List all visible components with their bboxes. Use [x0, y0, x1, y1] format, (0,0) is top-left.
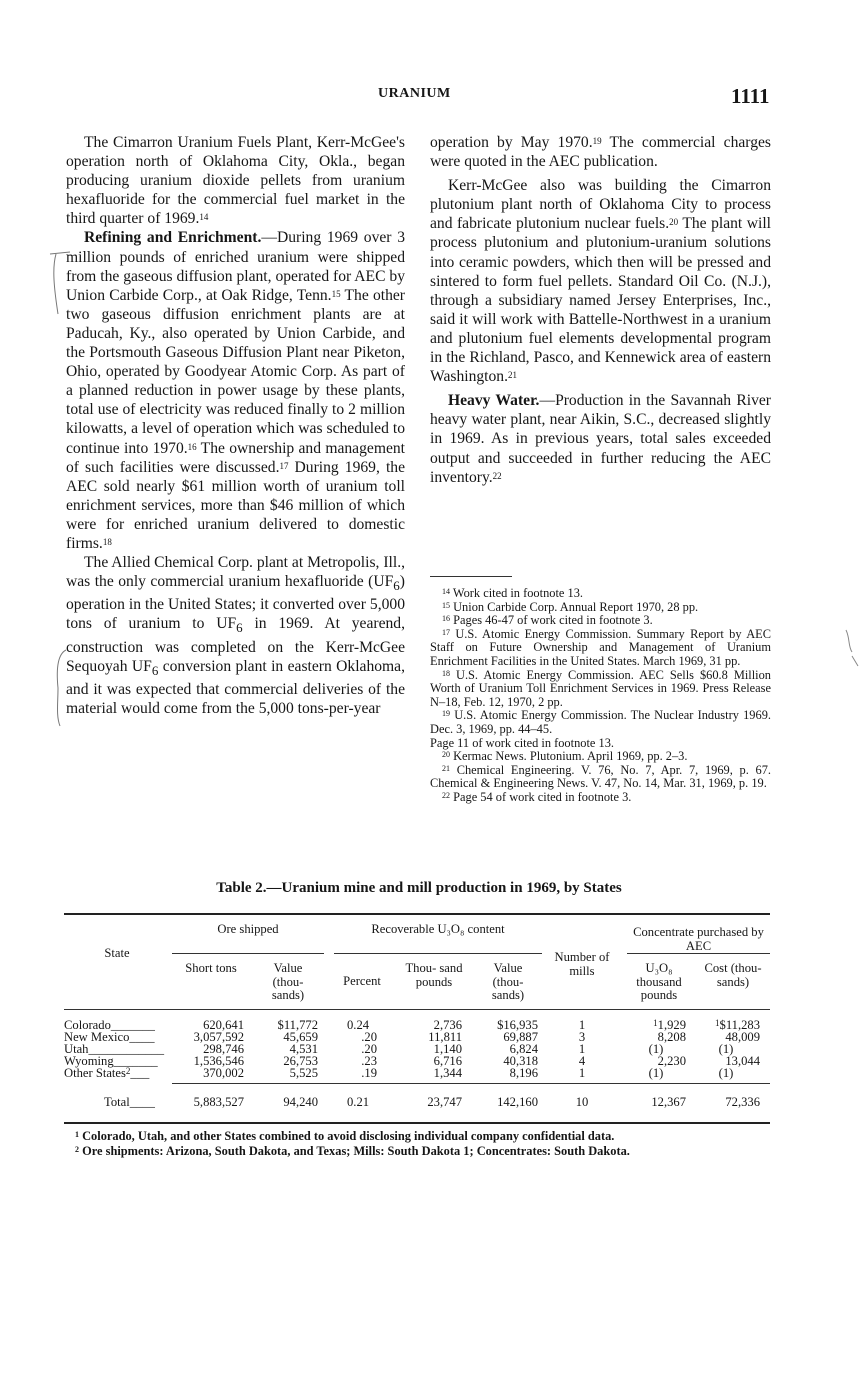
cell-u3o8-value: 8,196 — [509, 1066, 538, 1080]
cell-conc-cost: (1) — [718, 1042, 734, 1056]
paragraph-allied: The Allied Chemical Corp. plant at Metropolis, Ill., was the only commercial uranium hexafluoride $(UF_6)$ operation in the United States; it converted over 5,000 tons of uranium to $UF_6$ in 1969. At yearend, construction was completed on the Kerr-McGee Sequoyah $UF_6$ conversion plant in eastern Oklahoma, and it was expected that commercial deliveries of the material would come from the 5,000 tons-per-year — [66, 554, 405, 718]
cell-conc-cost: (1) — [718, 1066, 734, 1080]
cell-ore-value: 45,659 — [283, 1030, 318, 1044]
cell-u3o8-value: 6,824 — [509, 1042, 538, 1056]
table-note-2: $^2$ Ore shipments: Arizona, South Dakota, and Texas; Mills: South Dakota 1; Concentrates: South Dakota. — [75, 1143, 630, 1158]
production-table — [64, 913, 770, 1125]
cell-conc-cost: $^1$\$11,283 — [715, 1018, 760, 1032]
cell-conc-cost: 13,044 — [725, 1054, 760, 1068]
cell-thousand-pounds: 2,736 — [433, 1018, 462, 1032]
col-header-ore-value: Value (thou- sands) — [271, 961, 305, 1002]
cell-u3o8-value: 142,160 — [497, 1095, 538, 1109]
cell-conc-u3o8: 8,208 — [657, 1030, 686, 1044]
footnote-rule — [430, 576, 512, 577]
col-header-u3o8-value: Value (thou- sands) — [491, 961, 525, 1002]
cell-u3o8-value: 69,887 — [503, 1030, 538, 1044]
paragraph-kerr-mcgee: Kerr-McGee also was building the Cimarron plutonium plant north of Oklahoma City to process and fabricate plutonium nuclear fuels.$^{20}$ The plant will process plutonium and plutonium-uranium solutions into ceramic powders, which then will be pressed and sintered to form fuel pellets. Standard Oil Co. (N.J.), through a subsidiary named Jersey Enterprises, Inc., said it will work with Battelle-Northwest in a uranium and plutonium fuel elements developmental program in the Richland, Pasco, and Kennewick area of eastern Washington.$^{21}$ — [430, 177, 771, 386]
section-heading-refining: Refining and Enrichment. — [84, 229, 262, 247]
footnote-17: $^{17}$ U.S. Atomic Energy Commission. Summary Report by AEC Staff on Future Ownership and Management of Uranium Enrichment Facilities in the United States. March 1969, 31 pp. — [430, 626, 771, 668]
cell-conc-u3o8: 12,367 — [651, 1095, 686, 1109]
bracket-mark-icon — [50, 648, 68, 728]
cell-conc-cost: 48,009 — [725, 1030, 760, 1044]
pencil-mark-icon — [48, 248, 74, 318]
table-note-1: $^1$ Colorado, Utah, and other States combined to avoid disclosing individual company confidential data. — [75, 1129, 615, 1143]
cell-thousand-pounds: 1,140 — [433, 1042, 462, 1056]
col-header-mills: Number of mills — [554, 950, 610, 978]
table-row — [64, 1068, 770, 1080]
cell-mills: 4 — [578, 1054, 586, 1068]
table-row — [64, 1032, 770, 1044]
cell-state: New Mexico____ — [64, 1030, 155, 1044]
footnote-18: $^{18}$ U.S. Atomic Energy Commission. AEC Sells $60.8 Million Worth of Uranium Toll Enrichment Services in 1969. Press Release N–18, Feb. 12, 1970, 2 pp. — [430, 667, 771, 709]
paragraph-operation: operation by May 1970.19 The commercial charges were quoted in the AEC publication. — [430, 134, 771, 171]
total-rule — [172, 1083, 770, 1084]
cell-percent: .20 — [361, 1042, 377, 1056]
footnote-19: $^{19}$ U.S. Atomic Energy Commission. The Nuclear Industry 1969. Dec. 3, 1969, pp. 44–45. — [430, 708, 771, 736]
running-head: URANIUM — [378, 86, 451, 101]
concentrate-group-rule — [627, 953, 770, 954]
cell-ore-value: 4,531 — [289, 1042, 318, 1056]
table-notes — [75, 1129, 775, 1158]
cell-conc-u3o8: 2,230 — [657, 1054, 686, 1068]
footnote-14: $^{14}$ Work cited in footnote 13. — [442, 586, 583, 600]
cell-short-tons: 370,002 — [203, 1066, 244, 1080]
cell-percent: .19 — [361, 1066, 377, 1080]
cell-ore-value: 5,525 — [289, 1066, 318, 1080]
paragraph-heavy-water: Heavy Water.—Production in the Savannah River heavy water plant, near Aikin, S.C., decreased slightly in 1969. As in previous years, total sales exceeded output and succeeded in further reducing the AEC inventory.$^{22}$ — [430, 392, 772, 486]
paragraph-refining: Refining and Enrichment.—During 1969 over 3 million pounds of enriched uranium were shipped from the gaseous diffusion plant, operated for AEC by Union Carbide Corp., at Oak Ridge, Tenn.$^{15}$ The other two gaseous diffusion enrichment plants are at Paducah, Ky., also operated by Union Carbide, and the Portsmouth Gaseous Diffusion Plant near Piketon, Ohio, operated by Goodyear Atomic Corp. As part of a planned reduction in power usage by these plants, total use of electricity was reduced finally to 2 million kilowatts, a level of operation which was scheduled to continue into 1970.16 The ownership and management of such facilities were discussed.$^{17}$ During 1969, the AEC sold nearly $61 million worth of uranium toll enrichment services, more than $46 million of which were for enriched uranium delivered to domestic firms.$^{18}$ — [66, 229, 405, 552]
section-heading-heavy-water: Heavy Water. — [448, 392, 540, 410]
cell-short-tons: 5,883,527 — [193, 1095, 244, 1109]
cell-ore-value: 26,753 — [283, 1054, 318, 1068]
cell-u3o8-value: 40,318 — [503, 1054, 538, 1068]
cell-percent: .20 — [361, 1030, 377, 1044]
table-bottom-rule — [64, 1122, 770, 1124]
cell-percent: 0.24 — [347, 1018, 370, 1032]
footnote-15: $^{15}$ Union Carbide Corp. Annual Report 1970, 28 pp. — [442, 599, 699, 614]
col-header-conc-cost: Cost (thou- sands) — [704, 961, 762, 989]
cell-state: Other States$^2$___ — [64, 1066, 150, 1080]
cell-conc-u3o8: $^1$1,929 — [653, 1018, 686, 1032]
cell-ore-value: 94,240 — [283, 1095, 318, 1109]
footnote-20: $^{20}$ Kermac News. Plutonium. April 1969, pp. 2–3. — [442, 749, 688, 764]
table-title: Table 2.—Uranium mine and mill production in 1969, by States — [216, 880, 622, 896]
cell-short-tons: 1,536,546 — [193, 1054, 244, 1068]
table-total-row — [64, 1097, 770, 1109]
cell-state: Wyoming_______ — [64, 1054, 158, 1068]
cell-mills: 10 — [575, 1095, 589, 1109]
cell-mills: 1 — [578, 1066, 586, 1080]
cell-state: Utah____________ — [64, 1042, 165, 1056]
col-header-state: State — [104, 946, 130, 960]
cell-short-tons: 3,057,592 — [193, 1030, 244, 1044]
cell-short-tons: 298,746 — [203, 1042, 244, 1056]
col-header-recoverable: Recoverable U₃O₈ content — [371, 922, 505, 936]
cell-thousand-pounds: 6,716 — [433, 1054, 462, 1068]
header-bottom-rule — [64, 1009, 770, 1010]
footnote-16: $^{16}$ Pages 46-47 of work cited in footnote 3. — [442, 613, 653, 628]
footnote-21: $^{21}$ Chemical Engineering. V. 76, No. 7, Apr. 7, 1969, p. 67. Chemical & Engineering News. V. 47, No. 14, Mar. 31, 1969, p. 19. — [430, 762, 771, 791]
cell-mills: 1 — [578, 1018, 586, 1032]
footnote-19-continued: Page 11 of work cited in footnote 13. — [430, 735, 614, 750]
cell-state: Colorado_______ — [64, 1018, 155, 1032]
cell-ore-value: $11,772 — [277, 1018, 318, 1032]
col-header-concentrate: Concentrate purchased by AEC — [633, 925, 764, 953]
footnotes — [430, 587, 771, 805]
cell-thousand-pounds: 23,747 — [427, 1095, 462, 1109]
ore-group-rule — [172, 953, 324, 954]
table-top-rule — [64, 913, 770, 915]
cell-percent: 0.21 — [347, 1095, 370, 1109]
cell-conc-u3o8: (1) — [648, 1042, 664, 1056]
cell-mills: 3 — [578, 1030, 586, 1044]
col-header-percent: Percent — [343, 974, 381, 988]
col-header-thousand-pounds: Thou- sand pounds — [405, 961, 463, 989]
right-column — [430, 133, 771, 487]
margin-mark-icon — [844, 628, 862, 668]
cell-thousand-pounds: 1,344 — [433, 1066, 462, 1080]
page-number: 1111 — [731, 84, 770, 108]
col-header-short-tons: Short tons — [185, 961, 237, 975]
footnote-22: $^{22}$ Page 54 of work cited in footnote 3. — [442, 789, 632, 804]
left-column — [66, 133, 405, 718]
cell-short-tons: 620,641 — [203, 1018, 244, 1032]
cell-u3o8-value: $16,935 — [497, 1018, 538, 1032]
paragraph-cimarron: The Cimarron Uranium Fuels Plant, Kerr-McGee's operation north of Oklahoma City, Okla., began producing uranium dioxide pellets from uranium hexafluoride for the commercial fuel market in the third quarter of 1969.14 — [66, 134, 405, 228]
table-row — [64, 1056, 770, 1068]
col-header-ore-shipped: Ore shipped — [217, 922, 279, 936]
cell-state: Total____ — [104, 1095, 155, 1109]
recoverable-group-rule — [334, 953, 542, 954]
cell-conc-cost: 72,336 — [725, 1095, 760, 1109]
cell-percent: .23 — [361, 1054, 377, 1068]
cell-mills: 1 — [578, 1042, 586, 1056]
cell-thousand-pounds: 11,811 — [428, 1030, 462, 1044]
col-header-conc-u3o8: U₃O₈ thousand pounds — [636, 961, 682, 1002]
cell-conc-u3o8: (1) — [648, 1066, 664, 1080]
